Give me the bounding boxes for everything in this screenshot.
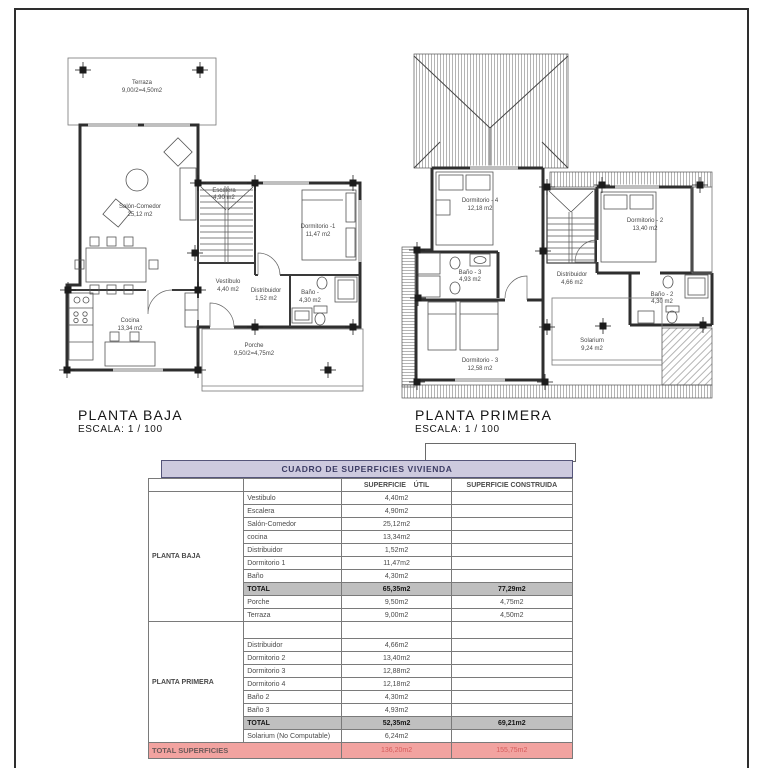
cell-util: 1,52m2: [342, 544, 451, 557]
distribuidor-area-label: 4,66 m2: [561, 280, 583, 286]
cell-name: Salón-Comedor: [244, 518, 342, 531]
planta-baja-drawing: [50, 50, 370, 402]
cell-util: 13,40m2: [342, 652, 451, 665]
cell-name: Dormitorio 2: [244, 652, 342, 665]
cell-name: Vestibulo: [244, 492, 342, 505]
terraza-area-label: 9,00/2=4,50m2: [121, 88, 163, 94]
cell-con: [451, 622, 572, 639]
cell-con: [451, 704, 572, 717]
table-row: [149, 622, 573, 639]
table-row: [149, 492, 573, 505]
header-empty-2: [244, 479, 342, 492]
bano2-label: Baño - 2: [650, 292, 674, 298]
cell-util: 65,35m2: [342, 583, 451, 596]
cell-util: [342, 622, 451, 639]
dormitorio4-label: Dormitorio - 4: [461, 198, 499, 204]
cell-util: 6,24m2: [342, 730, 451, 743]
cocina-label: Cocina: [120, 318, 140, 324]
planta-primera-title: PLANTA PRIMERA: [415, 407, 553, 423]
cell-con: 77,29m2: [451, 583, 572, 596]
cell-util: 9,50m2: [342, 596, 451, 609]
terraza-label: Terraza: [131, 80, 153, 86]
solarium-area-label: 9,24 m2: [581, 346, 603, 352]
surfaces-table: [148, 478, 573, 759]
cell-name: Dormitorio 3: [244, 665, 342, 678]
group-label-planta-baja: PLANTA BAJA: [149, 492, 244, 622]
distribuidor-label: Distribuidor: [250, 288, 282, 294]
planta-baja-title: PLANTA BAJA: [78, 407, 183, 423]
bano2-area-label: 4,30 m2: [651, 299, 673, 305]
distribuidor-area-label: 1,52 m2: [255, 296, 277, 302]
cell-util: 4,93m2: [342, 704, 451, 717]
cell-name: Baño 3: [244, 704, 342, 717]
planta-primera-drawing: [400, 50, 730, 402]
beds-dormitorio3: [428, 302, 498, 350]
cell-con: [451, 531, 572, 544]
cell-util: 9,00m2: [342, 609, 451, 622]
cell-name: Dormitorio 1: [244, 557, 342, 570]
cell-con: [451, 544, 572, 557]
cell-con: 4,50m2: [451, 609, 572, 622]
cell-util: 11,47m2: [342, 557, 451, 570]
cocina-area-label: 13,34 m2: [117, 326, 143, 332]
dormitorio2-area-label: 13,40 m2: [632, 226, 658, 232]
bathroom2-fixtures: [638, 275, 708, 323]
dormitorio2-label: Dormitorio - 2: [626, 218, 664, 224]
cell-con: [451, 505, 572, 518]
cell-name: Baño: [244, 570, 342, 583]
exterior-walls: [67, 125, 360, 370]
roof-eave-left: [402, 247, 415, 387]
solarium-label: Solarium: [580, 338, 604, 344]
cell-util: 4,90m2: [342, 505, 451, 518]
staircase: [547, 189, 595, 263]
roof-eave-bottom: [402, 385, 712, 398]
escalera-label: Escalera: [212, 188, 236, 194]
bano3-area-label: 4,93 m2: [459, 277, 481, 283]
roof-slope-right: [662, 328, 712, 385]
planta-baja-scale: ESCALA: 1 / 100: [78, 424, 163, 435]
cell-util: 4,30m2: [342, 691, 451, 704]
dormitorio3-area-label: 12,58 m2: [467, 366, 493, 372]
distribuidor-label: Distribuidor: [556, 272, 588, 278]
porche-area: [202, 329, 363, 391]
grand-total-label: TOTAL SUPERFICIES: [149, 743, 342, 759]
cell-name: Dormitorio 4: [244, 678, 342, 691]
header-superficie-construida: SUPERFICIE CONSTRUIDA: [451, 479, 572, 492]
planta-primera-scale: ESCALA: 1 / 100: [415, 424, 500, 435]
cell-con: [451, 492, 572, 505]
grand-total-row: [149, 743, 573, 759]
cell-name: Solarium (No Computable): [244, 730, 342, 743]
cell-name: Distribuidor: [244, 639, 342, 652]
group-label-planta-primera: PLANTA PRIMERA: [149, 622, 244, 743]
cell-con: [451, 652, 572, 665]
cell-con: [451, 730, 572, 743]
bano3-label: Baño - 3: [458, 270, 482, 276]
cell-util: 13,34m2: [342, 531, 451, 544]
cell-name: Terraza: [244, 609, 342, 622]
vestibulo-label: Vestíbulo: [215, 279, 241, 285]
cell-util: 52,35m2: [342, 717, 451, 730]
cell-con: [451, 678, 572, 691]
cell-name: Baño 2: [244, 691, 342, 704]
cell-name: TOTAL: [244, 583, 342, 596]
cell-con: [451, 518, 572, 531]
cell-name: Distribuidor: [244, 544, 342, 557]
cell-name: Escalera: [244, 505, 342, 518]
salon-area-label: 25,12 m2: [127, 212, 153, 218]
bano-label: Baño -: [301, 290, 319, 296]
cell-name: TOTAL: [244, 717, 342, 730]
cell-name: [244, 622, 342, 639]
porche-area-label: 9,50/2=4,75m2: [233, 351, 275, 357]
cell-con: 69,21m2: [451, 717, 572, 730]
dormitorio4-area-label: 12,18 m2: [467, 206, 493, 212]
vestibulo-area-label: 4,40 m2: [217, 287, 239, 293]
terraza-area: [68, 58, 216, 125]
cell-con: [451, 691, 572, 704]
planta-primera-title-block: [415, 407, 552, 435]
grand-total-construida: 155,75m2: [451, 743, 572, 759]
cell-util: 4,30m2: [342, 570, 451, 583]
dormitorio1-label: Dormitorio -1: [300, 224, 336, 230]
table-title: CUADRO DE SUPERFICIES VIVIENDA: [161, 460, 573, 478]
cell-name: Porche: [244, 596, 342, 609]
grand-total-util: 136,20m2: [342, 743, 451, 759]
balcony-strip: [692, 187, 712, 273]
dormitorio3-label: Dormitorio - 3: [461, 358, 499, 364]
header-superficie-util: SUPERFICIE ÚTIL: [342, 479, 451, 492]
bano-area-label: 4,30 m2: [299, 298, 321, 304]
solarium-area: [552, 298, 662, 365]
cell-name: cocina: [244, 531, 342, 544]
roof-hatch-top: [414, 54, 568, 168]
planta-baja-title-block: [78, 407, 183, 435]
cell-con: [451, 557, 572, 570]
cell-util: 4,40m2: [342, 492, 451, 505]
dormitorio1-area-label: 11,47 m2: [305, 232, 331, 238]
cell-util: 25,12m2: [342, 518, 451, 531]
surfaces-table-wrap: [148, 460, 573, 759]
salon-label: Salón-Comedor: [118, 204, 162, 210]
cell-con: [451, 639, 572, 652]
porche-label: Porche: [244, 343, 264, 349]
cell-util: 12,88m2: [342, 665, 451, 678]
cell-con: [451, 570, 572, 583]
table-header-row: [149, 479, 573, 492]
escalera-area-label: 4,90 m2: [213, 195, 235, 201]
column-markers: [59, 175, 361, 378]
cell-util: 4,66m2: [342, 639, 451, 652]
cell-con: 4,75m2: [451, 596, 572, 609]
header-empty-1: [149, 479, 244, 492]
cell-util: 12,18m2: [342, 678, 451, 691]
cell-con: [451, 665, 572, 678]
